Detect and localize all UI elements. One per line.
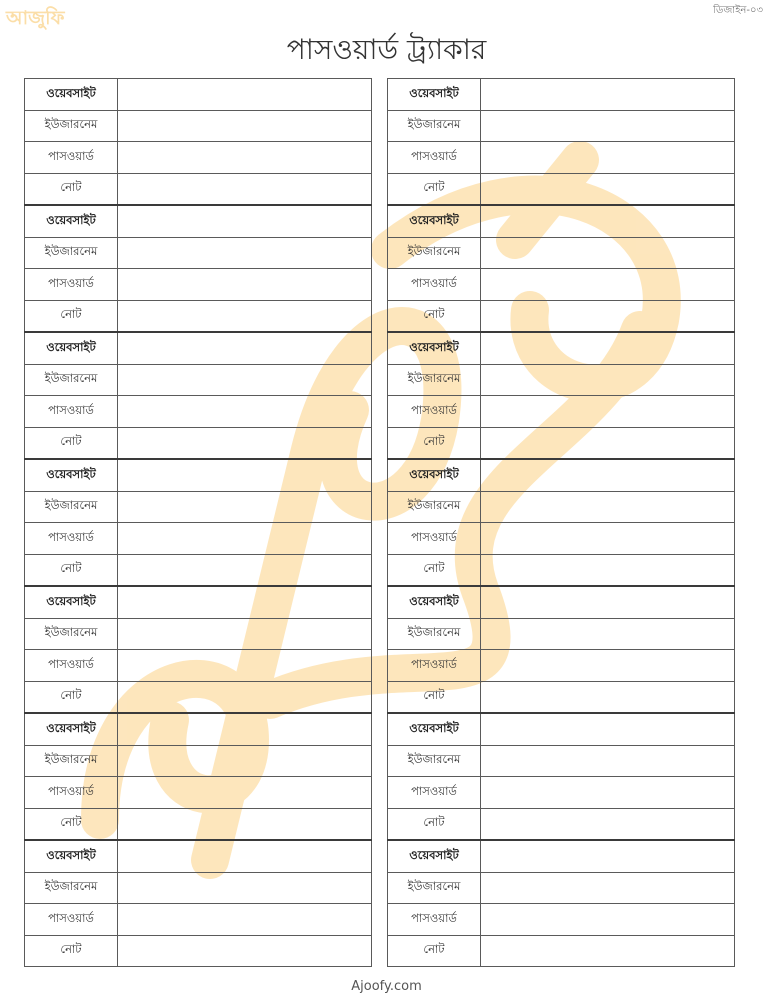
- entry-row-website: [25, 205, 372, 237]
- entry-row-password: [388, 142, 735, 174]
- username-field[interactable]: [481, 491, 735, 523]
- username-label: ইউজারনেম: [388, 110, 481, 142]
- website-field[interactable]: [481, 840, 735, 872]
- entry-row-password: [25, 269, 372, 301]
- entry-row-password: [388, 523, 735, 555]
- username-field[interactable]: [481, 364, 735, 396]
- entry-row-username: [25, 110, 372, 142]
- entry-row-username: [25, 618, 372, 650]
- password-field[interactable]: [118, 396, 372, 428]
- tracker-table-right: [387, 78, 735, 967]
- website-label: ওয়েবসাইট: [25, 840, 118, 872]
- website-label: ওয়েবসাইট: [25, 713, 118, 745]
- password-label: পাসওয়ার্ড: [388, 269, 481, 301]
- password-field[interactable]: [118, 904, 372, 936]
- username-field[interactable]: [118, 745, 372, 777]
- password-label: পাসওয়ার্ড: [25, 142, 118, 174]
- entry-row-website: [25, 713, 372, 745]
- entry-row-note: [388, 427, 735, 459]
- entry-row-note: [388, 300, 735, 332]
- tracker-grid-right: [387, 78, 735, 967]
- password-field[interactable]: [481, 523, 735, 555]
- password-field[interactable]: [118, 142, 372, 174]
- note-field[interactable]: [481, 427, 735, 459]
- website-label: ওয়েবসাইট: [388, 713, 481, 745]
- note-label: নোট: [25, 808, 118, 840]
- password-field[interactable]: [118, 269, 372, 301]
- website-field[interactable]: [481, 332, 735, 364]
- note-field[interactable]: [118, 300, 372, 332]
- note-field[interactable]: [481, 935, 735, 967]
- page-title: পাসওয়ার্ড ট্র্যাকার: [286, 33, 487, 66]
- entry-row-username: [388, 364, 735, 396]
- note-label: নোট: [25, 173, 118, 205]
- website-label: ওয়েবসাইট: [25, 459, 118, 491]
- website-field[interactable]: [118, 840, 372, 872]
- password-field[interactable]: [118, 650, 372, 682]
- note-field[interactable]: [481, 300, 735, 332]
- entry-row-username: [25, 364, 372, 396]
- entry-row-username: [25, 745, 372, 777]
- logo: আজুফি: [6, 7, 65, 29]
- entry-row-website: [388, 586, 735, 618]
- website-field[interactable]: [481, 459, 735, 491]
- username-label: ইউজারনেম: [25, 491, 118, 523]
- entry-row-note: [25, 935, 372, 967]
- username-label: ইউজারনেম: [25, 872, 118, 904]
- entry-row-username: [25, 872, 372, 904]
- website-field[interactable]: [481, 205, 735, 237]
- website-label: ওয়েবসাইট: [25, 205, 118, 237]
- note-label: নোট: [388, 554, 481, 586]
- username-label: ইউজারনেম: [25, 618, 118, 650]
- username-field[interactable]: [118, 110, 372, 142]
- entry-row-password: [388, 904, 735, 936]
- note-label: নোট: [25, 681, 118, 713]
- website-label: ওয়েবসাইট: [25, 79, 118, 111]
- username-field[interactable]: [481, 110, 735, 142]
- password-field[interactable]: [481, 142, 735, 174]
- password-label: পাসওয়ার্ড: [388, 650, 481, 682]
- note-field[interactable]: [118, 173, 372, 205]
- entry-row-website: [388, 205, 735, 237]
- password-label: পাসওয়ার্ড: [388, 142, 481, 174]
- entry-row-username: [388, 618, 735, 650]
- entry-row-website: [25, 586, 372, 618]
- username-field[interactable]: [481, 872, 735, 904]
- entry-row-note: [25, 808, 372, 840]
- entry-row-website: [388, 79, 735, 111]
- username-label: ইউজারনেম: [25, 364, 118, 396]
- entry-row-note: [25, 173, 372, 205]
- entry-row-username: [388, 237, 735, 269]
- footer-url[interactable]: Ajoofy.com: [351, 979, 422, 994]
- entry-row-password: [25, 904, 372, 936]
- password-label: পাসওয়ার্ড: [25, 396, 118, 428]
- username-field[interactable]: [118, 237, 372, 269]
- password-field[interactable]: [481, 650, 735, 682]
- entry-row-username: [388, 491, 735, 523]
- entry-row-website: [388, 713, 735, 745]
- username-field[interactable]: [118, 872, 372, 904]
- password-label: পাসওয়ার্ড: [25, 269, 118, 301]
- website-label: ওয়েবসাইট: [388, 459, 481, 491]
- entry-row-note: [388, 554, 735, 586]
- password-label: পাসওয়ার্ড: [25, 904, 118, 936]
- note-field[interactable]: [481, 681, 735, 713]
- note-field[interactable]: [481, 554, 735, 586]
- entry-row-note: [388, 173, 735, 205]
- password-label: পাসওয়ার্ড: [388, 396, 481, 428]
- password-field[interactable]: [481, 269, 735, 301]
- password-field[interactable]: [118, 523, 372, 555]
- password-field[interactable]: [481, 396, 735, 428]
- entry-row-password: [25, 650, 372, 682]
- entry-row-password: [388, 269, 735, 301]
- website-label: ওয়েবসাইট: [25, 586, 118, 618]
- username-field[interactable]: [481, 745, 735, 777]
- website-label: ওয়েবসাইট: [388, 205, 481, 237]
- note-field[interactable]: [118, 808, 372, 840]
- website-field[interactable]: [118, 713, 372, 745]
- note-label: নোট: [388, 808, 481, 840]
- note-label: নোট: [25, 300, 118, 332]
- website-field[interactable]: [481, 79, 735, 111]
- password-label: পাসওয়ার্ড: [25, 523, 118, 555]
- note-label: নোট: [388, 300, 481, 332]
- website-field[interactable]: [118, 332, 372, 364]
- tracker-table-left: [24, 78, 372, 967]
- note-field[interactable]: [481, 173, 735, 205]
- website-field[interactable]: [118, 79, 372, 111]
- tracker-grid-left: [24, 78, 372, 967]
- design-tag: ডিজাইন-০৩: [713, 5, 763, 16]
- entry-row-note: [388, 935, 735, 967]
- note-field[interactable]: [118, 427, 372, 459]
- username-label: ইউজারনেম: [388, 872, 481, 904]
- password-label: পাসওয়ার্ড: [388, 777, 481, 809]
- entry-row-password: [388, 396, 735, 428]
- entry-row-note: [388, 681, 735, 713]
- entry-row-password: [25, 396, 372, 428]
- entry-row-password: [25, 523, 372, 555]
- entry-row-website: [388, 332, 735, 364]
- entry-row-username: [388, 872, 735, 904]
- password-label: পাসওয়ার্ড: [25, 777, 118, 809]
- entry-row-password: [388, 777, 735, 809]
- website-field[interactable]: [118, 586, 372, 618]
- website-field[interactable]: [481, 713, 735, 745]
- entry-row-note: [25, 427, 372, 459]
- note-label: নোট: [388, 935, 481, 967]
- website-label: ওয়েবসাইট: [388, 840, 481, 872]
- entry-row-website: [25, 79, 372, 111]
- entry-row-username: [388, 745, 735, 777]
- website-field[interactable]: [481, 586, 735, 618]
- password-label: পাসওয়ার্ড: [388, 523, 481, 555]
- entry-row-password: [25, 142, 372, 174]
- password-label: পাসওয়ার্ড: [25, 650, 118, 682]
- entry-row-website: [388, 459, 735, 491]
- entry-row-website: [25, 459, 372, 491]
- website-label: ওয়েবসাইট: [388, 79, 481, 111]
- website-label: ওয়েবসাইট: [388, 332, 481, 364]
- username-label: ইউজারনেম: [25, 745, 118, 777]
- entry-row-note: [25, 300, 372, 332]
- website-label: ওয়েবসাইট: [388, 586, 481, 618]
- entry-row-website: [388, 840, 735, 872]
- website-label: ওয়েবসাইট: [25, 332, 118, 364]
- note-label: নোট: [388, 681, 481, 713]
- note-field[interactable]: [118, 681, 372, 713]
- username-label: ইউজারনেম: [388, 618, 481, 650]
- username-label: ইউজারনেম: [388, 364, 481, 396]
- note-label: নোট: [388, 427, 481, 459]
- entry-row-note: [388, 808, 735, 840]
- username-field[interactable]: [118, 364, 372, 396]
- entry-row-website: [25, 840, 372, 872]
- entry-row-website: [25, 332, 372, 364]
- password-field[interactable]: [118, 777, 372, 809]
- note-label: নোট: [388, 173, 481, 205]
- entry-row-username: [25, 237, 372, 269]
- website-field[interactable]: [118, 205, 372, 237]
- username-label: ইউজারনেম: [388, 237, 481, 269]
- note-field[interactable]: [118, 935, 372, 967]
- website-field[interactable]: [118, 459, 372, 491]
- password-label: পাসওয়ার্ড: [388, 904, 481, 936]
- username-label: ইউজারনেম: [388, 745, 481, 777]
- password-field[interactable]: [481, 904, 735, 936]
- note-label: নোট: [25, 935, 118, 967]
- note-label: নোট: [25, 554, 118, 586]
- entry-row-username: [25, 491, 372, 523]
- username-label: ইউজারনেম: [25, 110, 118, 142]
- entry-row-username: [388, 110, 735, 142]
- username-label: ইউজারনেম: [25, 237, 118, 269]
- password-field[interactable]: [481, 777, 735, 809]
- entry-row-note: [25, 554, 372, 586]
- note-field[interactable]: [481, 808, 735, 840]
- entry-row-note: [25, 681, 372, 713]
- username-field[interactable]: [118, 618, 372, 650]
- note-label: নোট: [25, 427, 118, 459]
- entry-row-password: [388, 650, 735, 682]
- username-field[interactable]: [481, 618, 735, 650]
- username-field[interactable]: [481, 237, 735, 269]
- entry-row-password: [25, 777, 372, 809]
- username-label: ইউজারনেম: [388, 491, 481, 523]
- username-field[interactable]: [118, 491, 372, 523]
- note-field[interactable]: [118, 554, 372, 586]
